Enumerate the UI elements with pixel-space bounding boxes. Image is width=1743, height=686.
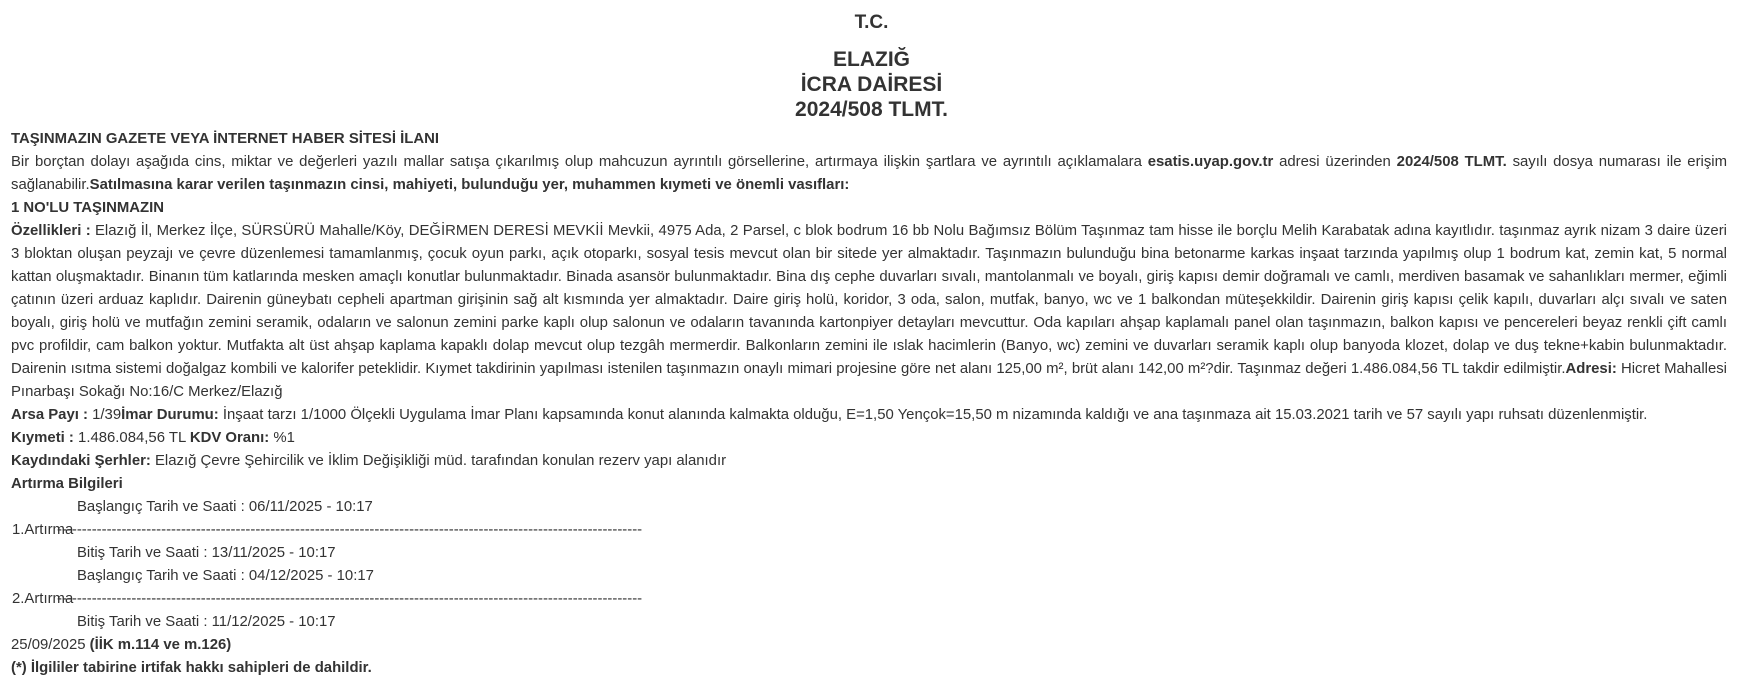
auction-2-label-row [11, 588, 1727, 611]
footer-law-reference: (İİK m.114 ve m.126) [89, 637, 232, 653]
vat-value: %1 [273, 430, 295, 446]
document-header [0, 9, 1743, 122]
zoning-label: İmar Durumu: [121, 407, 223, 423]
header-tc: T.C. [854, 12, 889, 33]
share-label: Arsa Payı : [11, 407, 93, 423]
features-label: Özellikleri : [11, 223, 95, 239]
address-label: Adresi: [1565, 361, 1621, 377]
intro-file-reference: 2024/508 TLMT. [1396, 154, 1507, 170]
address-value: Hicret Mahallesi Pınarbaşı Sokağı No:16/C Merkez/Elazığ [11, 361, 1727, 400]
auction-2-end-row [11, 611, 1727, 634]
property-features [11, 220, 1727, 404]
header-file-number: 2024/508 TLMT. [795, 98, 948, 121]
notice-body [11, 128, 1727, 680]
property-heading: 1 NO'LU TAŞINMAZIN [11, 200, 164, 216]
property-records-line [11, 450, 1727, 473]
auction-2-end: Bitiş Tarih ve Saati : 11/12/2025 - 10:17 [77, 614, 336, 630]
header-office: İCRA DAİRESİ [800, 73, 943, 96]
footer-note: (*) İlgililer tabirine irtifak hakkı sahipleri de dahildir. [11, 660, 372, 676]
auction-1-start-row [11, 496, 1727, 519]
share-value: 1/39 [92, 407, 122, 423]
header-city: ELAZIĞ [833, 48, 910, 71]
records-label: Kaydındaki Şerhler: [11, 453, 155, 469]
auction-2-divider: ---------------------------------------------------------------------------------------------------------------------- [57, 591, 643, 607]
auction-1-end-row [11, 542, 1727, 565]
auction-1-label-row [11, 519, 1727, 542]
auction-2-start: Başlangıç Tarih ve Saati : 04/12/2025 - 10:17 [77, 568, 374, 584]
property-share-zoning [11, 404, 1727, 427]
auction-1-divider: ---------------------------------------------------------------------------------------------------------------------- [57, 522, 643, 538]
vat-label: KDV Oranı: [189, 430, 274, 446]
records-value: Elazığ Çevre Şehircilik ve İklim Değişikliği müd. tarafından konulan rezerv yapı alanıdır [155, 453, 727, 469]
auction-1-end: Bitiş Tarih ve Saati : 13/11/2025 - 10:17 [77, 545, 336, 561]
intro-text-b: adresi üzerinden [1273, 154, 1397, 170]
auction-1-label: 1.Artırma [12, 522, 74, 538]
features-text: Elazığ İl, Merkez İlçe, SÜRSÜRÜ Mahalle/Köy, DEĞİRMEN DERESİ MEVKİİ Mevkii, 4975 Ada, 2 Parsel, c blok bodrum 16 bb Nolu Bağımsız Bölüm Taşınmaz tam hisse ile borçlu Melih Karabatak adına kayıtlıdır. taşınmaz ayrık nizam 3 daire üzeri 3 bloktan oluşan peyzajı ve çevre düzenlemesi tamamlanmış, çocuk oyun parkı, açık otoparkı, sosyal tesis mevcut olan bir sitede yer almaktadır. Taşınmazın bulunduğu bina betonarme karkas inşaat tarzında yapılmış olup 1 bodrum kat, zemin kat, 5 normal kattan oluşmaktadır. Binanın tüm katlarında mesken amaçlı konutlar bulunmaktadır. Binada asansör bulunmaktadır. Bina dış cephe duvarları sıvalı, mantolanmalı ve boyalı, giriş kapısı demir doğramalı ve camlı, merdiven basamak ve sahanlıkları mermer, eğimli çatının üzeri arduaz kaplıdır. Dairenin güneybatı cepheli apartman girişinin sağ alt kısmında yer almaktadır. Daire giriş holü, koridor, 3 oda, salon, mutfak, banyo, wc ve 1 balkondan müteşekkildir. Dairenin giriş kapısı çelik kapılı, duvarları alçı sıvalı ve saten boyalı, giriş holü ve mutfağın zemini seramik, odaların ve salonun zemini parke kaplı olup salonun ve odaların tavanında kartonpiyer detayları mevcuttur. Oda kapıları ahşap kaplamalı panel olan taşınmazın, balkon kapısı ve pencereleri beyaz renkli çift camlı pvc profildir, cam balkon yoktur. Mutfakta alt üst ahşap kaplama kapaklı dolap mevcut olup tezgâh mermerdir. Balkonların zemini ile ıslak hacimlerin (Banyo, wc) zemini ve duvarları seramik kaplı olup banyoda klozet, dolap ve duş tekne+kabin bulunmaktadır. Dairenin ısıtma sistemi doğalgaz kombili ve kalorifer peteklidir. Kıymet takdirinin yapılması istenilen taşınmazın onaylı mimari projesine göre net alanı 125,00 m², brüt alanı 142,00 m²?dir. Taşınmaz değeri 1.486.084,56 TL takdir edilmiştir. [11, 223, 1727, 377]
value-amount: 1.486.084,56 TL [78, 430, 190, 446]
zoning-value: İnşaat tarzı 1/1000 Ölçekli Uygulama İmar Planı kapsamında konut alanında kalmakta olduğu, E=1,50 Yençok=15,50 m nizamında kaldığı ve ana taşınmaza ait 15.03.2021 tarih ve 57 sayılı yapı ruhsatı düzenlenmiştir. [222, 407, 1648, 423]
auction-2-start-row [11, 565, 1727, 588]
esatis-site-link[interactable]: esatis.uyap.gov.tr [1147, 154, 1274, 170]
footer-date-line [11, 634, 1727, 657]
notice-intro [11, 151, 1727, 197]
notice-title: TAŞINMAZIN GAZETE VEYA İNTERNET HABER SİTESİ İLANI [11, 131, 439, 147]
auction-2-label: 2.Artırma [12, 591, 74, 607]
property-value-line [11, 427, 1727, 450]
footer-date: 25/09/2025 [11, 637, 90, 653]
auction-1-start: Başlangıç Tarih ve Saati : 06/11/2025 - 10:17 [77, 499, 373, 515]
auction-heading: Artırma Bilgileri [11, 476, 123, 492]
value-label: Kıymeti : [11, 430, 79, 446]
intro-text-c: sayılı dosya numarası ile erişim sağlanabilir. [11, 154, 1727, 193]
intro-text-a: Bir borçtan dolayı aşağıda cins, miktar ve değerleri yazılı mallar satışa çıkarılmış olup mahcuzun ayrıntılı görsellerine, artırmaya ilişkin şartlara ve ayrıntılı açıklamalara [11, 154, 1148, 170]
intro-bold-text: Satılmasına karar verilen taşınmazın cinsi, mahiyeti, bulunduğu yer, muhammen kıymeti ve önemli vasıfları: [89, 177, 850, 193]
